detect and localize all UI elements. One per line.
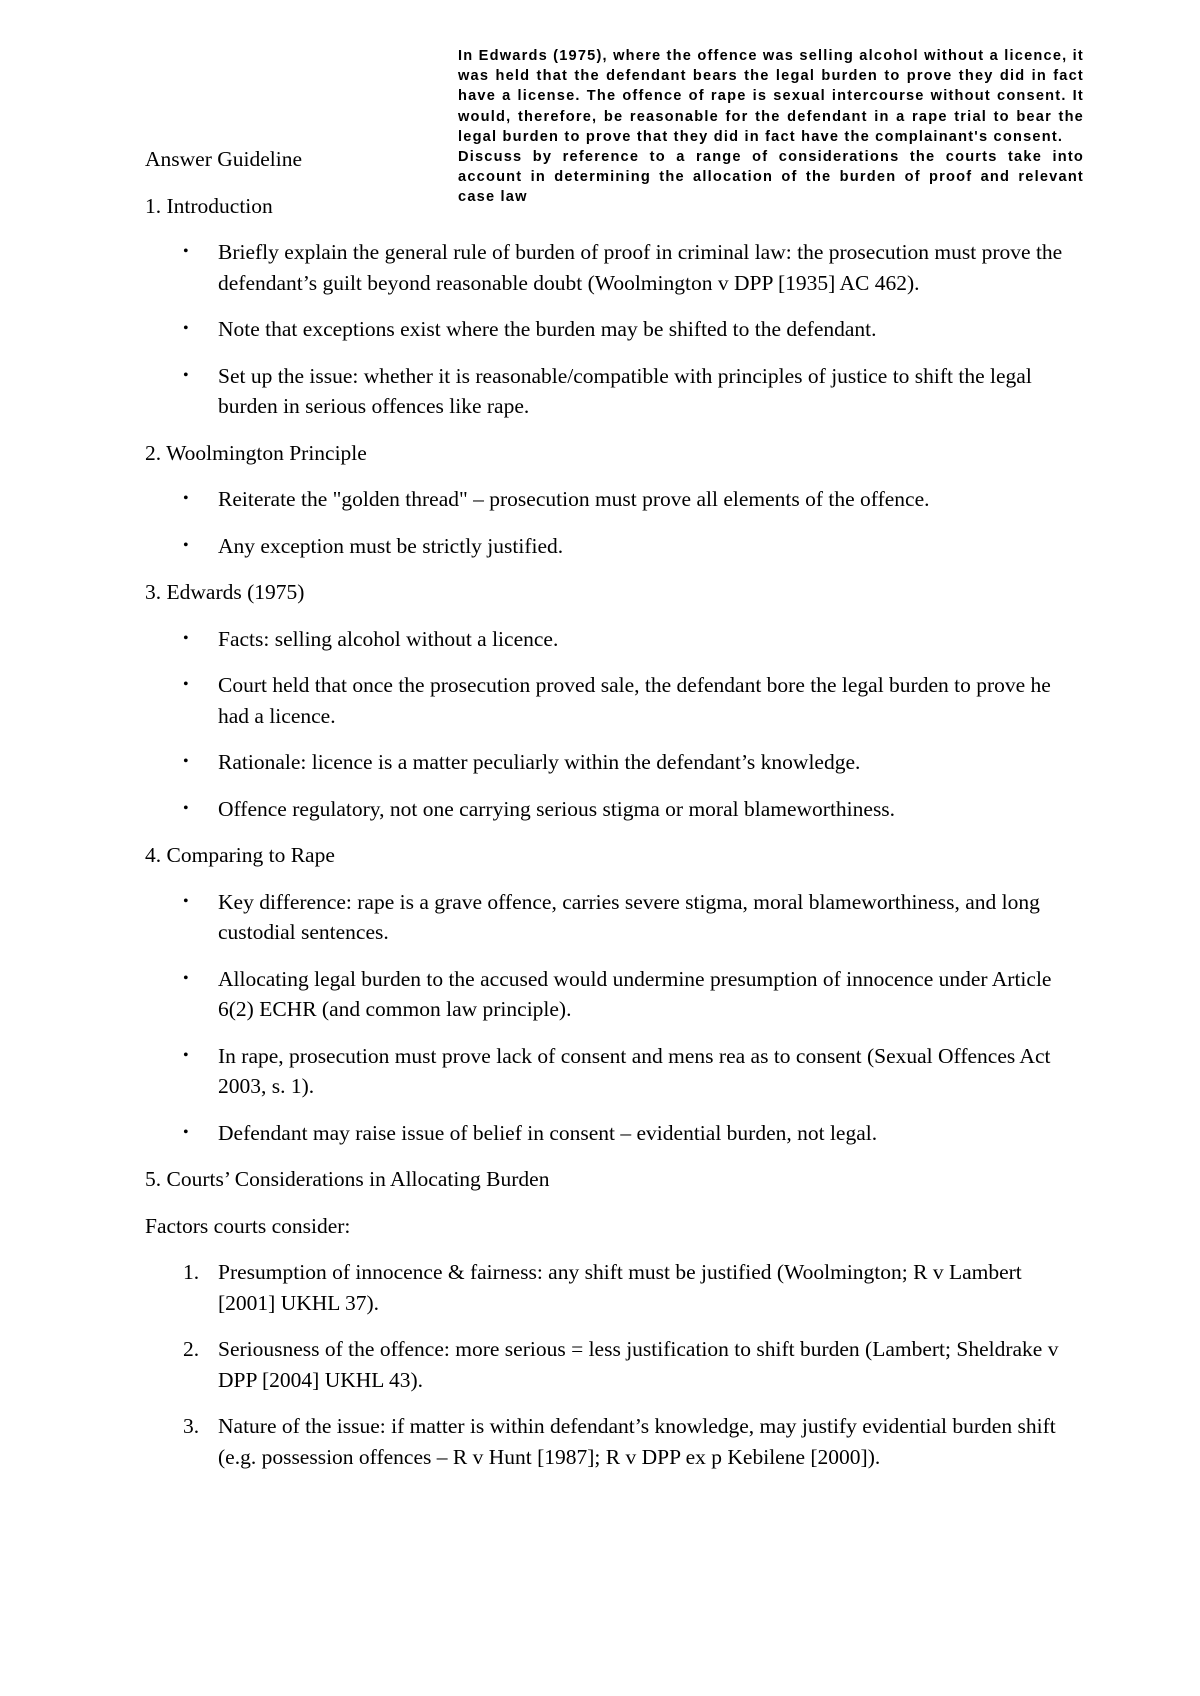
list-number: 2. — [183, 1337, 200, 1361]
list-item-text: Set up the issue: whether it is reasonable/compatible with principles of justice to shift the legal burden in serious offences like rape. — [218, 363, 1032, 418]
section-courts-considerations — [145, 1164, 1085, 1472]
list-item-text: Presumption of innocence & fairness: any shift must be justified (Woolmington; R v Lambert [2001] UKHL 37). — [218, 1260, 1022, 1315]
list-item — [145, 887, 1078, 948]
question-instruction: Discuss by reference to a range of considerations the courts take into account in determining the allocation of the burden of proof and relevant case law — [458, 149, 1084, 206]
bullet-icon: • — [183, 1046, 189, 1064]
list-item — [145, 670, 1078, 731]
section-introduction — [145, 191, 1085, 422]
section-heading: 5. Courts’ Considerations in Allocating Burden — [145, 1167, 550, 1191]
bullet-icon: • — [183, 243, 189, 260]
bullet-icon: • — [183, 892, 189, 910]
list-item — [145, 1257, 1078, 1318]
list-item — [145, 1334, 1078, 1395]
factors-intro: Factors courts consider: — [145, 1213, 351, 1238]
bullet-list — [145, 624, 1085, 825]
list-item — [145, 237, 1078, 298]
list-item-text: Allocating legal burden to the accused would undermine presumption of innocence under Article 6(2) ECHR (and common law principle). — [218, 966, 1052, 1021]
list-item-text: Seriousness of the offence: more serious = less justification to shift burden (Lambert; Sheldrake v DPP [2004] UKHL 43). — [218, 1337, 1059, 1392]
list-item-text: Facts: selling alcohol without a licence. — [218, 626, 559, 651]
list-item — [145, 484, 1078, 515]
bullet-icon: • — [183, 490, 189, 507]
list-number: 1. — [183, 1260, 200, 1284]
bullet-list — [145, 484, 1085, 561]
list-item — [145, 624, 1078, 655]
list-item-text: Note that exceptions exist where the burden may be shifted to the defendant. — [218, 317, 877, 341]
section-heading: 4. Comparing to Rape — [145, 843, 335, 867]
bullet-icon: • — [183, 629, 189, 647]
bullet-icon: • — [183, 799, 189, 817]
section-heading: 3. Edwards (1975) — [145, 580, 305, 604]
section-heading: 2. Woolmington Principle — [145, 440, 367, 465]
list-item — [145, 964, 1078, 1025]
bullet-icon: • — [183, 969, 189, 987]
bullet-icon: • — [183, 676, 189, 693]
bullet-list — [145, 237, 1085, 422]
list-item — [145, 794, 1078, 825]
list-item-text: Court held that once the prosecution proved sale, the defendant bore the legal burden to prove he had a licence. — [218, 673, 1051, 728]
bullet-list — [145, 887, 1085, 1149]
list-item — [145, 531, 1078, 562]
bullet-icon: • — [183, 536, 189, 554]
bullet-icon: • — [183, 366, 189, 384]
list-item — [145, 1041, 1078, 1102]
list-item-text: Rationale: licence is a matter peculiarly within the defendant’s knowledge. — [218, 750, 861, 774]
list-item-text: Reiterate the "golden thread" – prosecution must prove all elements of the offence. — [218, 487, 930, 511]
numbered-list — [145, 1257, 1085, 1472]
section-comparing-to-rape — [145, 840, 1085, 1148]
list-item-text: Offence regulatory, not one carrying serious stigma or moral blameworthiness. — [218, 796, 896, 821]
page-title: Answer Guideline — [145, 147, 303, 171]
question-paragraph: In Edwards (1975), where the offence was selling alcohol without a licence, it was held that the defendant bears the legal burden to prove they did in fact have a license. The offence of rape is sexual intercourse without consent. It would, therefore, be reasonable for the defendant in a rape trial to bear the legal burden to prove that they did in fact have the complainant's consent. — [458, 48, 1084, 145]
list-number: 3. — [183, 1414, 200, 1438]
list-item — [145, 747, 1078, 778]
bullet-icon: • — [183, 1123, 189, 1141]
list-item — [145, 1118, 1078, 1149]
list-item-text: Any exception must be strictly justified. — [218, 533, 564, 558]
list-item-text: Briefly explain the general rule of burden of proof in criminal law: the prosecution must prove the defendant’s guilt beyond reasonable doubt (Woolmington v DPP [1935] AC 462). — [218, 240, 1063, 295]
list-item-text: Defendant may raise issue of belief in consent – evidential burden, not legal. — [218, 1120, 878, 1145]
section-edwards — [145, 577, 1085, 824]
list-item — [145, 314, 1078, 345]
answer-guideline — [145, 144, 1085, 1488]
list-item-text: Key difference: rape is a grave offence, carries severe stigma, moral blameworthiness, and long custodial sentences. — [218, 889, 1040, 944]
list-item-text: In rape, prosecution must prove lack of consent and mens rea as to consent (Sexual Offences Act 2003, s. 1). — [218, 1043, 1051, 1098]
section-woolmington-principle — [145, 438, 1085, 562]
bullet-icon: • — [183, 753, 189, 770]
section-heading: 1. Introduction — [145, 193, 273, 218]
list-item — [145, 361, 1078, 422]
bullet-icon: • — [183, 320, 189, 337]
list-item — [145, 1411, 1078, 1472]
list-item-text: Nature of the issue: if matter is within defendant’s knowledge, may justify evidential burden shift (e.g. possession offences – R v Hunt [1987]; R v DPP ex p Kebilene [2000]). — [218, 1414, 1056, 1469]
